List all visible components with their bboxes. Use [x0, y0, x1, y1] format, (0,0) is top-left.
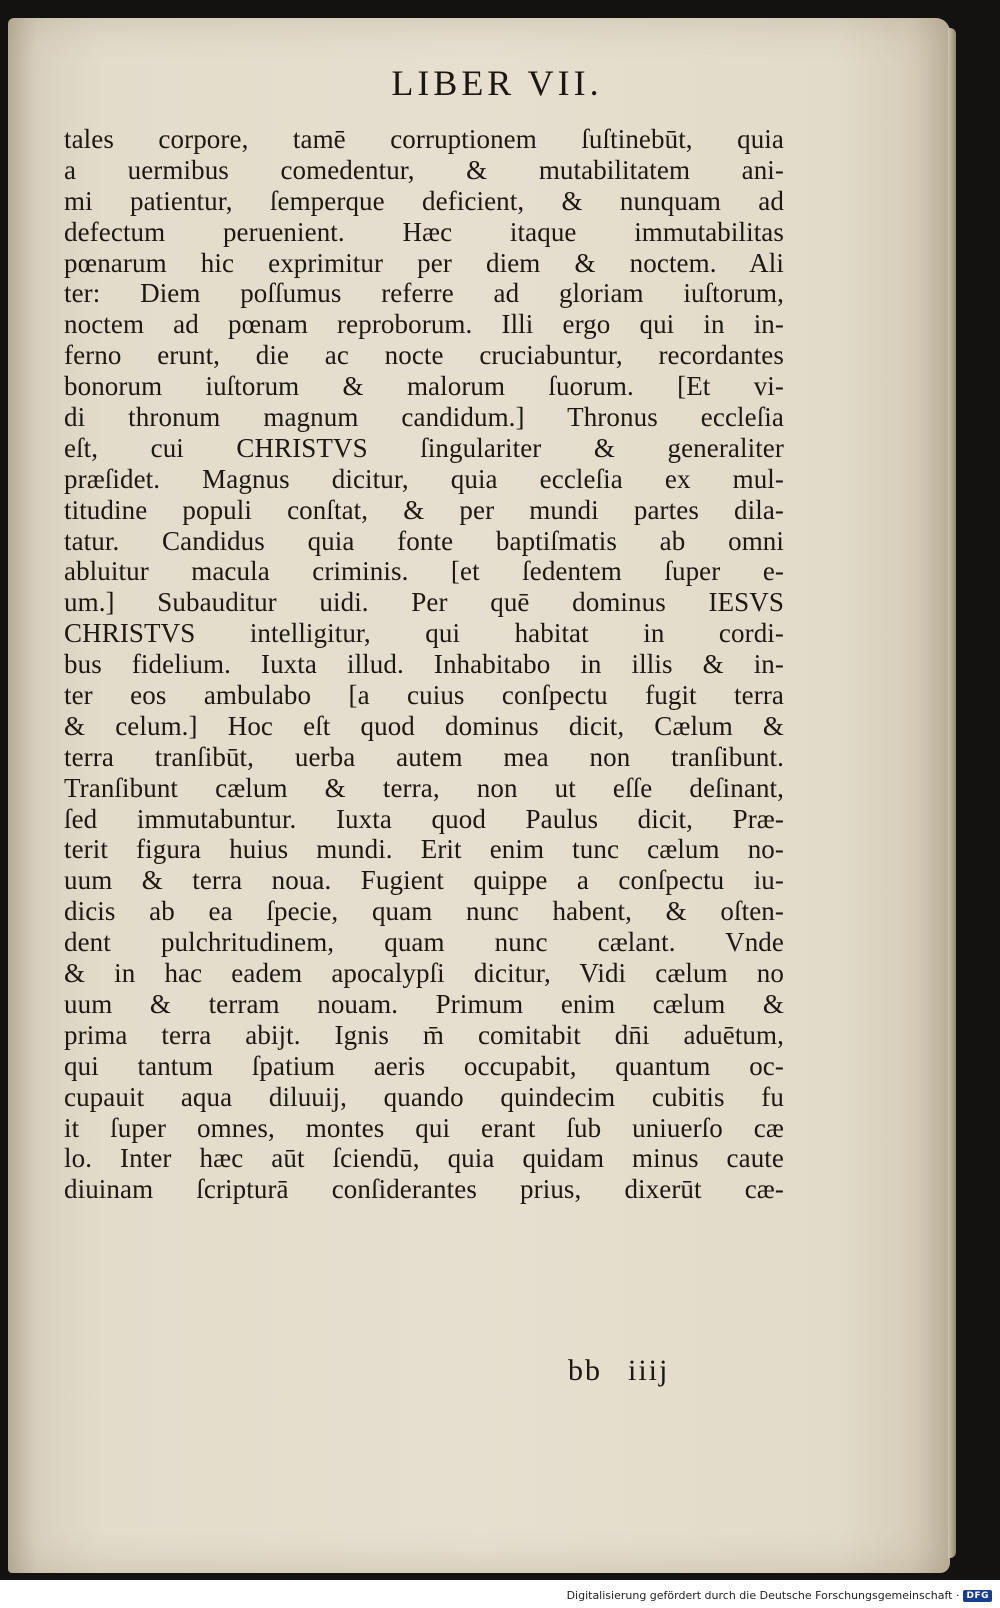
text-line: ferno erunt, die ac nocte cruciabuntur, recordantes: [64, 340, 784, 371]
folio-number: iiij: [628, 1354, 670, 1387]
text-line: defectum peruenient. Hæc itaque immutabilitas: [64, 216, 784, 247]
text-line: Tranſibunt cælum & terra, non ut eſſe deſinant,: [64, 772, 784, 803]
text-line: CHRISTVS intelligitur, qui habitat in cordi-: [64, 618, 784, 649]
text-line: terra tranſibūt, uerba autem mea non tranſibunt.: [64, 741, 784, 772]
text-line: di thronum magnum candidum.] Thronus eccleſia: [64, 402, 784, 433]
text-line: it ſuper omnes, montes qui erant ſub uniuerſo cæ: [64, 1112, 784, 1143]
text-line: um.] Subauditur uidi. Per quē dominus IESVS: [64, 587, 784, 618]
text-line: eſt, cui CHRISTVS ſingulariter & generaliter: [64, 432, 784, 463]
folio-signature: bb: [568, 1354, 602, 1387]
text-block: [64, 124, 784, 1205]
text-line: cupauit aqua diluuij, quando quindecim cubitis fu: [64, 1081, 784, 1112]
digitization-credit: [567, 1589, 992, 1602]
text-line: uum & terra noua. Fugient quippe a conſpectu iu-: [64, 865, 784, 896]
text-line: ter: Diem poſſumus referre ad gloriam iuſtorum,: [64, 278, 784, 309]
text-line: noctem ad pœnam reproborum. Illi ergo qui in in-: [64, 309, 784, 340]
dfg-logo: DFG: [963, 1590, 992, 1602]
text-line: dent pulchritudinem, quam nunc cælant. Vnde: [64, 927, 784, 958]
text-line: ter eos ambulabo [a cuius conſpectu fugit terra: [64, 680, 784, 711]
text-line: qui tantum ſpatium aeris occupabit, quantum oc-: [64, 1050, 784, 1081]
text-line: diuinam ſcripturā conſiderantes prius, dixerūt cæ-: [64, 1174, 784, 1205]
text-line: uum & terram nouam. Primum enim cælum &: [64, 988, 784, 1019]
text-line: abluitur macula criminis. [et ſedentem ſuper e-: [64, 556, 784, 587]
text-line: prima terra abijt. Ignis m̄ comitabit dn̄i aduētum,: [64, 1019, 784, 1050]
text-line: titudine populi conſtat, & per mundi partes dila-: [64, 494, 784, 525]
text-line: tales corpore, tamē corruptionem ſuſtinebūt, quia: [64, 124, 784, 154]
text-line: præſidet. Magnus dicitur, quia eccleſia ex mul-: [64, 463, 784, 494]
text-line: ſed immutabuntur. Iuxta quod Paulus dicit, Præ-: [64, 803, 784, 834]
text-line: & in hac eadem apocalypſi dicitur, Vidi cælum no: [64, 958, 784, 989]
text-line: & celum.] Hoc eſt quod dominus dicit, Cælum &: [64, 710, 784, 741]
text-line: a uermibus comedentur, & mutabilitatem ani-: [64, 154, 784, 185]
text-line: bonorum iuſtorum & malorum ſuorum. [Et vi-: [64, 371, 784, 402]
text-line: terit figura huius mundi. Erit enim tunc cælum no-: [64, 834, 784, 865]
page-edge: [948, 28, 956, 1558]
text-line: bus fidelium. Iuxta illud. Inhabitabo in illis & in-: [64, 649, 784, 680]
credit-text: Digitalisierung gefördert durch die Deutsche Forschungsgemeinschaft ·: [566, 1589, 960, 1602]
text-line: pœnarum hic exprimitur per diem & noctem. Ali: [64, 247, 784, 278]
running-head: LIBER VII.: [391, 63, 603, 103]
text-line: mi patientur, ſemperque deficient, & nunquam ad: [64, 185, 784, 216]
book-page: [8, 18, 950, 1573]
text-line: lo. Inter hæc aūt ſciendū, quia quidam minus caute: [64, 1143, 784, 1174]
folio: [568, 1354, 695, 1388]
text-line: dicis ab ea ſpecie, quam nunc habent, & oſten-: [64, 896, 784, 927]
text-line: tatur. Candidus quia fonte baptiſmatis ab omni: [64, 525, 784, 556]
